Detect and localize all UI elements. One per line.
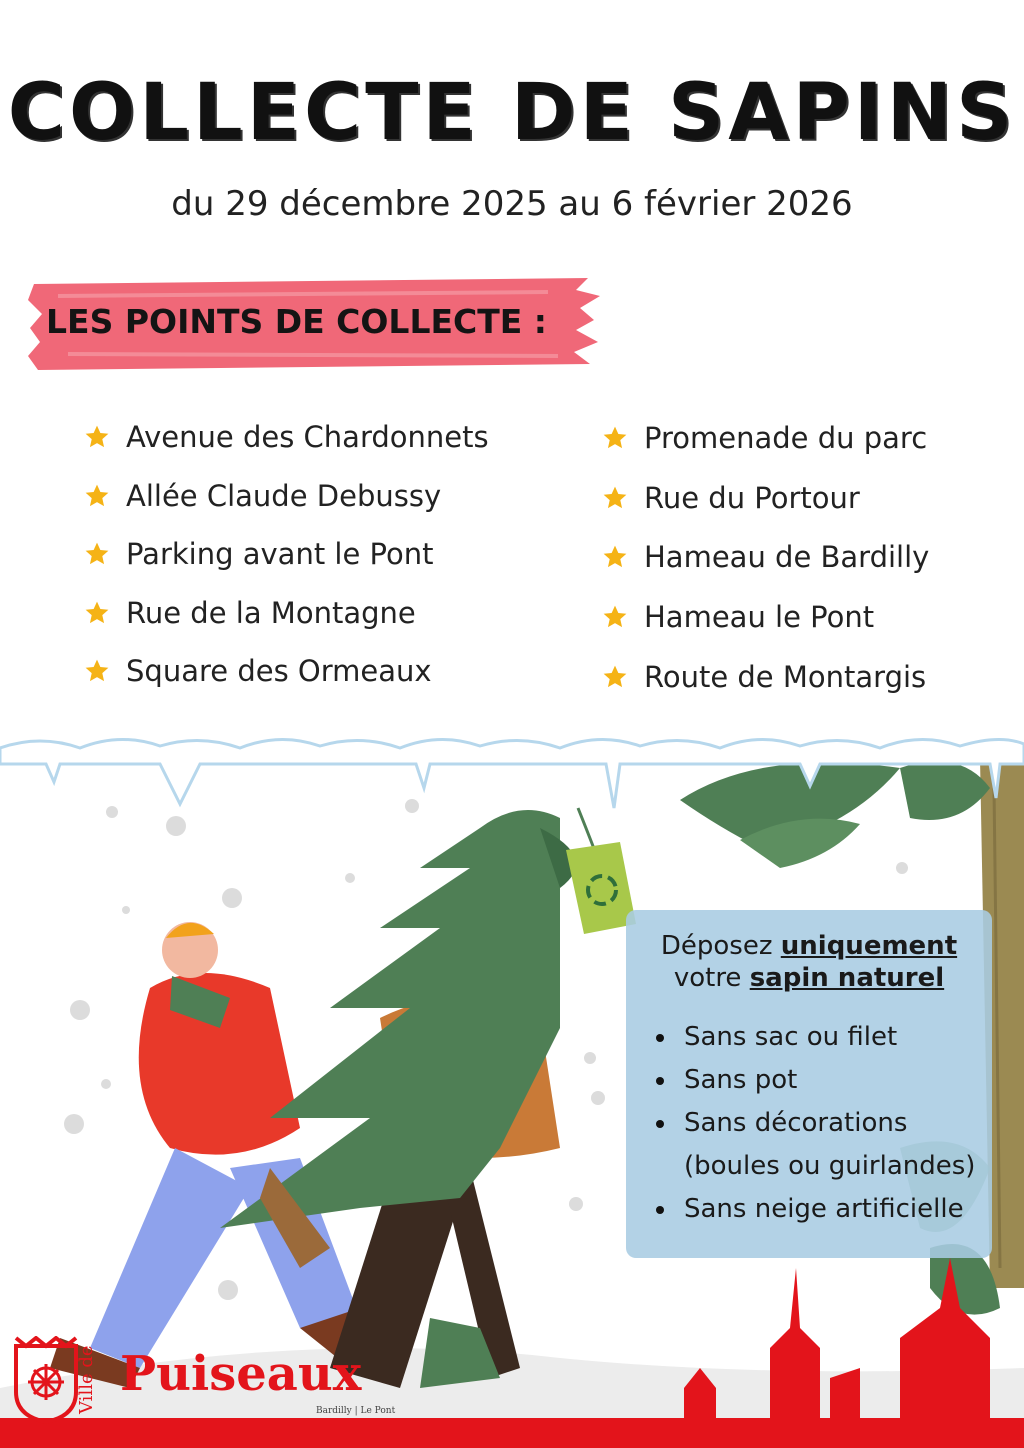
star-icon — [84, 483, 110, 509]
list-item-label: Hameau de Bardilly — [644, 540, 930, 575]
collection-points-left — [84, 408, 489, 701]
list-item-label: Hameau le Pont — [644, 600, 875, 635]
star-icon — [602, 425, 628, 451]
info-line1-prefix: Déposez — [660, 931, 781, 961]
list-item — [602, 408, 929, 468]
rule-label: Sans neige artificielle — [684, 1194, 964, 1224]
list-item-label: Square des Ormeaux — [126, 654, 432, 689]
rule-item — [656, 1188, 975, 1231]
star-icon — [84, 600, 110, 626]
star-icon — [602, 664, 628, 690]
rules-list — [656, 1016, 975, 1231]
info-line2-emphasis: sapin naturel — [749, 963, 945, 993]
logo-ville-text: Ville de — [76, 1345, 97, 1414]
list-item — [602, 468, 929, 528]
page-title: COLLECTE DE SAPINS — [7, 68, 1017, 158]
town-crest-logo — [12, 1336, 80, 1424]
list-item-label: Allée Claude Debussy — [126, 478, 442, 513]
list-item — [84, 642, 489, 701]
logo-name: Puiseaux — [120, 1346, 362, 1402]
list-item — [84, 408, 489, 467]
rule-item — [656, 1016, 975, 1059]
list-item — [84, 525, 489, 584]
list-item-label: Avenue des Chardonnets — [126, 420, 489, 455]
list-item — [602, 587, 929, 647]
info-box — [626, 910, 992, 1258]
rule-continuation: (boules ou guirlandes) — [684, 1151, 976, 1181]
list-item-label: Promenade du parc — [644, 420, 928, 455]
logo-subtitle: Bardilly | Le Pont — [316, 1406, 396, 1416]
star-icon — [84, 541, 110, 567]
info-line1-emphasis: uniquement — [780, 931, 958, 961]
list-item-label: Route de Montargis — [644, 660, 927, 695]
star-icon — [84, 424, 110, 450]
rule-item — [656, 1059, 975, 1102]
rule-label: Sans pot — [684, 1065, 798, 1095]
date-range: du 29 décembre 2025 au 6 février 2026 — [171, 184, 853, 224]
rule-label: Sans décorations — [684, 1108, 908, 1138]
list-item-label: Parking avant le Pont — [126, 537, 434, 572]
list-item — [84, 467, 489, 526]
collection-points-right — [602, 408, 929, 707]
info-line2-prefix: votre — [673, 963, 750, 993]
rule-label: Sans sac ou filet — [684, 1022, 898, 1052]
list-item — [602, 528, 929, 588]
star-icon — [84, 658, 110, 684]
info-heading — [626, 930, 992, 994]
section-title: LES POINTS DE COLLECTE : — [46, 302, 547, 341]
list-item-label: Rue du Portour — [644, 480, 860, 515]
list-item — [602, 647, 929, 707]
star-icon — [602, 544, 628, 570]
rule-item — [656, 1102, 975, 1188]
star-icon — [602, 604, 628, 630]
star-icon — [602, 485, 628, 511]
list-item — [84, 584, 489, 643]
list-item-label: Rue de la Montagne — [126, 595, 416, 630]
